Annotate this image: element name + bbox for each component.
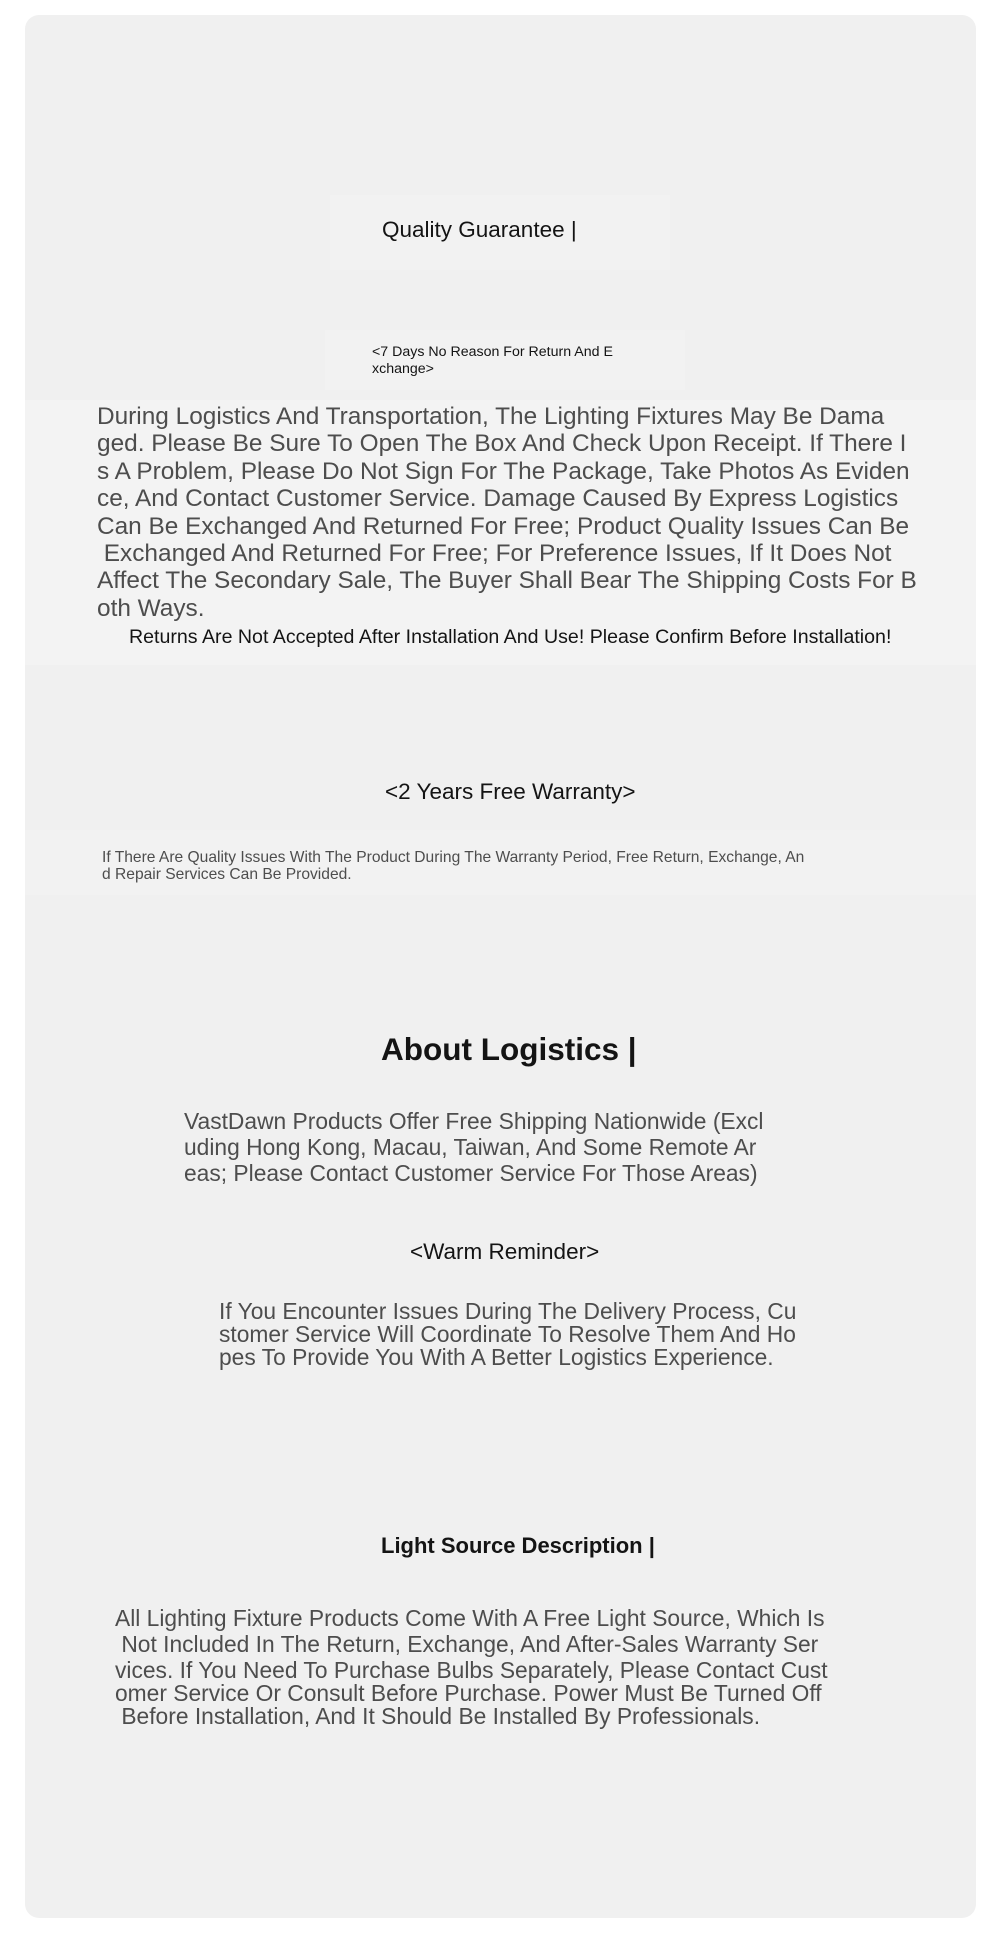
return-policy-line: During Logistics And Transportation, The Lighting Fixtures May Be Dama [97,403,885,430]
installation-notice: Returns Are Not Accepted After Installation And Use! Please Confirm Before Installation! [129,626,892,648]
return-policy-title-line: xchange> [372,361,434,377]
light-source-line: Before Installation, And It Should Be Installed By Professionals. [115,1703,761,1730]
warm-reminder-title: <Warm Reminder> [410,1239,600,1264]
return-policy-line: s A Problem, Please Do Not Sign For The Package, Take Photos As Eviden [97,457,910,485]
return-policy-line: Exchanged And Returned For Free; For Preference Issues, If It Does Not [97,540,892,568]
reminder-line: If You Encounter Issues During The Delivery Process, Cu [219,1298,797,1324]
light-source-line: omer Service Or Consult Before Purchase. Power Must Be Turned Off [115,1680,822,1707]
return-policy-title [372,344,613,378]
about-logistics-heading: About Logistics | [381,1031,637,1067]
shipping-line: uding Hong Kong, Macau, Taiwan, And Some Remote Ar [184,1134,757,1160]
light-source-body [115,1606,828,1730]
light-source-line: vices. If You Need To Purchase Bulbs Separately, Please Contact Cust [115,1656,828,1683]
shipping-line: eas; Please Contact Customer Service For Those Areas) [184,1160,758,1186]
shipping-info [184,1108,763,1186]
light-source-heading: Light Source Description | [381,1533,655,1558]
light-source-line: Not Included In The Return, Exchange, And After-Sales Warranty Ser [115,1630,819,1657]
return-policy-line: oth Ways. [97,594,205,622]
reminder-line: pes To Provide You With A Better Logistics Experience. [219,1344,774,1370]
return-policy-line: ce, And Contact Customer Service. Damage Caused By Express Logistics [97,485,899,513]
warm-reminder-body [219,1300,796,1369]
shipping-line: VastDawn Products Offer Free Shipping Nationwide (Excl [184,1108,764,1134]
warranty-line: d Repair Services Can Be Provided. [102,866,352,883]
return-policy-body [97,403,917,622]
warranty-title: <2 Years Free Warranty> [385,779,636,804]
warranty-body [102,849,804,883]
return-policy-line: Affect The Secondary Sale, The Buyer Shall Bear The Shipping Costs For B [97,567,917,595]
reminder-line: stomer Service Will Coordinate To Resolve Them And Ho [219,1321,796,1347]
return-policy-title-line: <7 Days No Reason For Return And E [372,344,613,360]
return-policy-line: Can Be Exchanged And Returned For Free; Product Quality Issues Can Be [97,512,910,540]
return-policy-line: ged. Please Be Sure To Open The Box And Check Upon Receipt. If There I [97,430,907,458]
quality-guarantee-heading: Quality Guarantee | [382,217,577,242]
warranty-line: If There Are Quality Issues With The Product During The Warranty Period, Free Return, Exchange, An [102,849,805,866]
light-source-line: All Lighting Fixture Products Come With A Free Light Source, Which Is [115,1605,825,1631]
